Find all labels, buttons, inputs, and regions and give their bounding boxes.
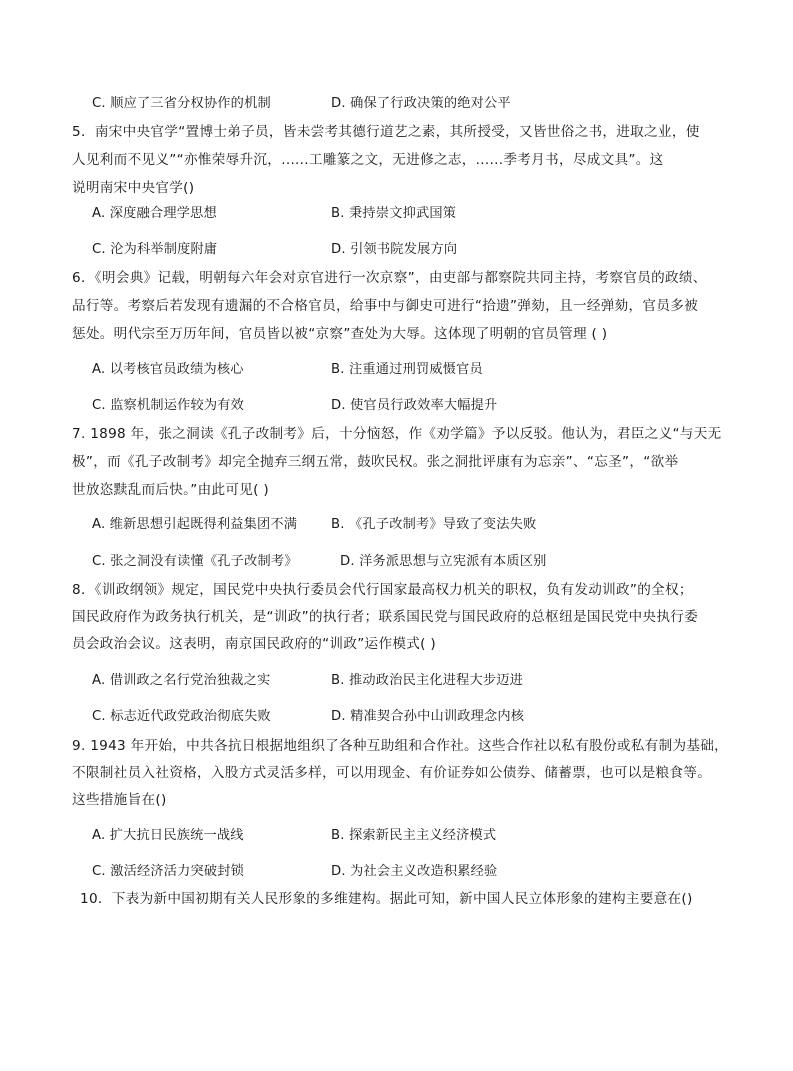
q5-option-c: C. 沦为科举制度附庸 — [92, 242, 218, 257]
q9-option-b: B. 探索新民主主义经济模式 — [331, 828, 497, 843]
q7-option-a: A. 维新思想引起既得利益集团不满 — [92, 517, 298, 532]
q5-stem-line-2: 人见利而不见义”“亦惟荣辱升沉，......工雕篆之文，无进修之志，......季考月书，尽成文具”。这 — [72, 152, 664, 168]
q8-stem-line-1: 8．《训政纲领》规定，国民党中央执行委员会代行国家最高权力机关的职权，负有发动训政”的全权； — [72, 582, 693, 598]
q6-stem-line-1: 6．《明会典》记载，明朝每六年会对京官进行一次京察”，由吏部与都察院共同主持，考察官员的政绩、 — [72, 270, 707, 286]
q6-option-d: D. 使官员行政效率大幅提升 — [331, 398, 498, 413]
q9-option-d: D. 为社会主义改造积累经验 — [331, 864, 498, 879]
q8-option-a: A. 借训政之名行党治独裁之实 — [92, 673, 271, 688]
q4-option-d: D. 确保了行政决策的绝对公平 — [331, 96, 511, 111]
q4-option-c: C. 顺应了三省分权协作的机制 — [92, 96, 271, 111]
q8-option-c: C. 标志近代政党政治彻底失败 — [92, 709, 271, 724]
q5-option-d: D. 引领书院发展方向 — [331, 242, 458, 257]
q9-stem-line-2: 不限制社员入社资格，入股方式灵活多样，可以用现金、有价证券如公债券、储蓄票，也可以是粮食等。 — [72, 765, 712, 781]
q7-stem-line-1: 7. 1898 年，张之洞读《孔子改制考》后，十分恼怒，作《劝学篇》予以反驳。他认为，君臣之义“与天无 — [72, 426, 722, 442]
q8-stem-line-3: 员会政治会议。这表明，南京国民政府的“训政”运作模式( ) — [72, 636, 436, 652]
q6-stem-line-2: 品行等。考察后若发现有遗漏的不合格官员，给事中与御史可进行“拾遗”弹劾，且一经弹劾，官员多被 — [72, 298, 699, 314]
q10-stem-line-1: 10．下表为新中国初期有关人民形象的多维建构。据此可知，新中国人民立体形象的建构主要意在() — [80, 891, 693, 907]
q9-option-a: A. 扩大抗日民族统一战线 — [92, 828, 244, 843]
q7-option-d: D. 洋务派思想与立宪派有本质区别 — [340, 554, 547, 569]
q6-option-b: B. 注重通过刑罚威慑官员 — [331, 362, 483, 377]
q5-stem-line-3: 说明南宋中央官学() — [72, 180, 195, 196]
q5-stem-line-1: 5．南宋中央官学“置博士弟子员，皆未尝考其德行道艺之素，其所授受，又皆世俗之书，进取之业，使 — [72, 124, 700, 140]
q9-stem-line-1: 9. 1943 年开始，中共各抗日根据地组织了各种互助组和合作社。这些合作社以私有股份或私有制为基础， — [72, 738, 729, 754]
q8-option-b: B. 推动政治民主化进程大步迈进 — [331, 673, 524, 688]
q6-option-a: A. 以考核官员政绩为核心 — [92, 362, 244, 377]
q7-stem-line-3: 世放恣黩乱而后快。”由此可见( ) — [72, 482, 269, 498]
q5-option-b: B. 秉持崇文抑武国策 — [331, 206, 457, 221]
q7-option-c: C. 张之洞没有读懂《孔子改制考》 — [92, 554, 298, 569]
q9-stem-line-3: 这些措施旨在() — [72, 792, 167, 808]
q5-option-a: A. 深度融合理学思想 — [92, 206, 217, 221]
q7-stem-line-2: 极”，而《孔子改制考》却完全抛弃三纲五常，鼓吹民权。张之洞批评康有为忘亲”、“忘圣”，“欲举 — [72, 454, 679, 470]
q9-option-c: C. 激活经济活力突破封锁 — [92, 864, 245, 879]
q8-stem-line-2: 国民政府作为政务执行机关，是“训政”的执行者；联系国民党与国民政府的总枢纽是国民党中央执行委 — [72, 609, 699, 625]
q6-option-c: C. 监察机制运作较为有效 — [92, 398, 245, 413]
q7-option-b: B. 《孔子改制考》导致了变法失败 — [331, 517, 537, 532]
q6-stem-line-3: 惩处。明代宗至万历年间，官员皆以被“京察”查处为大辱。这体现了明朝的官员管理 ( ) — [72, 326, 608, 342]
q8-option-d: D. 精准契合孙中山训政理念内核 — [331, 709, 525, 724]
